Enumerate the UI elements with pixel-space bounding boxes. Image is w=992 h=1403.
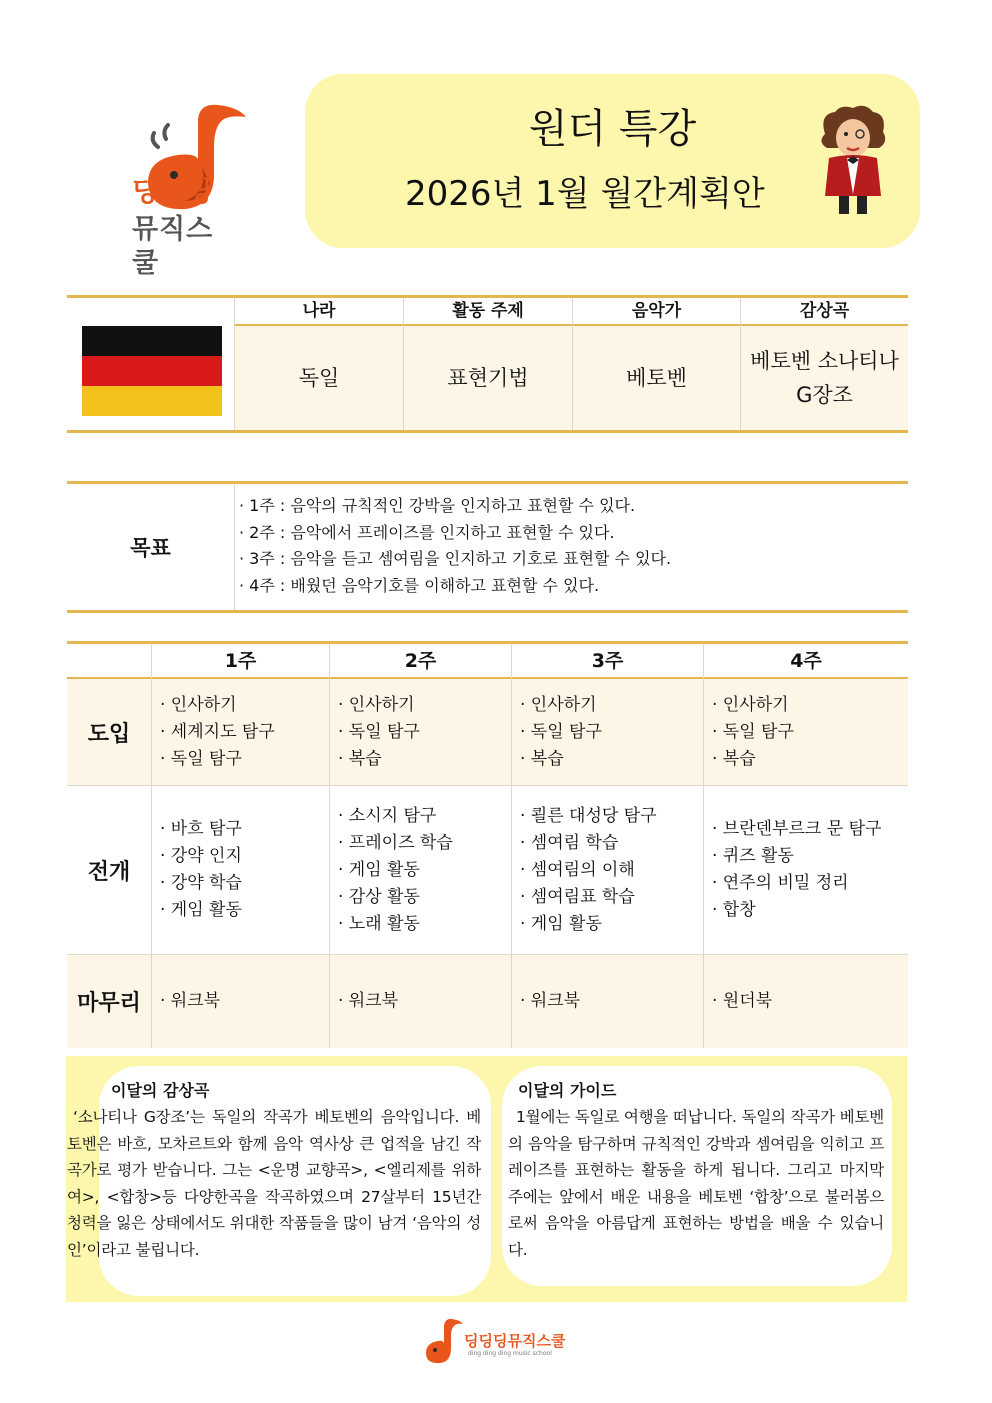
goals-divider: [234, 484, 235, 610]
info-table: [67, 295, 908, 435]
cell-finish-week1: [152, 955, 329, 1048]
goals-label: 목표: [130, 536, 171, 560]
activity-item: · 브란덴부르크 문 탐구: [712, 819, 882, 839]
value-piece-line1: 베토벤 소나티나: [750, 349, 899, 373]
activity-item: · 셈여림표 학습: [520, 886, 635, 907]
activity-item: · 독일 탐구: [338, 721, 420, 742]
activity-item: · 인사하기: [160, 694, 237, 715]
goals-section: [67, 481, 908, 613]
goal-item: · 2주 : 음악에서 프레이즈를 인지하고 표현할 수 있다.: [239, 522, 615, 542]
goal-item: · 3주 : 음악을 듣고 셈여림을 인지하고 기호로 표현할 수 있다.: [239, 549, 672, 568]
monthly-piece-box: [67, 1066, 491, 1296]
logo-line2: 뮤직스쿨: [132, 214, 214, 279]
header-topic: 활동 주제: [452, 301, 524, 321]
activity-item: · 퀴즈 활동: [712, 846, 794, 866]
activity-item: · 노래 활동: [338, 913, 420, 934]
activity-item: · 감상 활동: [338, 886, 420, 907]
activity-item: · 독일 탐구: [160, 748, 242, 769]
cell-finish-week2: [330, 955, 511, 1048]
footer-logo: [420, 1316, 570, 1366]
activity-item: · 게임 활동: [520, 913, 602, 934]
value-topic: [404, 326, 572, 430]
goals-bottom-line: [67, 610, 908, 613]
row-label-development: 전개: [87, 859, 131, 885]
monthly-guide-box: [502, 1066, 892, 1286]
beethoven-character-icon: [815, 104, 890, 219]
footer-logo-text: 딩딩딩뮤직스쿨: [464, 1332, 566, 1350]
week-2-header: 2주: [404, 650, 437, 672]
goals-list: [239, 493, 899, 599]
activity-item: · 독일 탐구: [520, 721, 602, 742]
activity-item: · 합창: [712, 900, 756, 920]
activity-item: · 게임 활동: [338, 859, 420, 880]
activity-item: · 바흐 탐구: [160, 819, 242, 839]
value-country: [235, 326, 403, 430]
cell-intro-week4: [704, 679, 908, 785]
activity-item: · 게임 활동: [160, 900, 242, 920]
activity-item: · 인사하기: [520, 694, 597, 715]
activity-item: · 인사하기: [338, 694, 415, 715]
cell-dev-week2: [330, 786, 511, 954]
activity-item: · 원더북: [712, 991, 773, 1011]
cell-dev-week1: [152, 786, 329, 954]
weekly-plan-table: [67, 641, 908, 1048]
footer-logo-subtext: ding ding ding music school: [468, 1350, 552, 1357]
header-piece: 감상곡: [799, 301, 850, 321]
activity-item: · 쾰른 대성당 탐구: [520, 805, 657, 826]
monthly-piece-title: 이달의 감상곡: [111, 1081, 210, 1100]
header-country: 나라: [302, 301, 336, 321]
week-4-header: 4주: [790, 650, 822, 672]
value-piece-line2: G장조: [796, 383, 853, 407]
cell-intro-week2: [330, 679, 511, 785]
activity-item: · 강약 학습: [160, 873, 242, 893]
monthly-guide-text: 1월에는 독일로 여행을 떠납니다. 독일의 작곡가 베토벤의 음악을 탐구하며 규칙적인 강박과 셈여림을 익히고 프레이즈를 표현하는 활동을 하게 됩니다. 그리고 마지막 주에는 앞에서 배운 내용을 베토벤 ‘합창’으로 불러봄으로써 음악을 아름답게 표현하는 방법을 배울 수 있습니다.: [508, 1108, 884, 1259]
activity-item: · 연주의 비밀 정리: [712, 873, 849, 893]
activity-item: · 세계지도 탐구: [160, 721, 275, 742]
logo-line1: 딩딩딩: [132, 177, 214, 208]
week-1-header: 1주: [224, 650, 257, 672]
activity-item: · 워크북: [338, 991, 399, 1011]
cell-finish-week3: [512, 955, 703, 1048]
cell-intro-week3: [512, 679, 703, 785]
row-label-finish: 마무리: [77, 991, 141, 1016]
activity-item: · 프레이즈 학습: [338, 832, 453, 853]
footer-bird-icon: [420, 1316, 464, 1366]
activity-item: · 복습: [338, 748, 382, 769]
goal-item: · 1주 : 음악의 규칙적인 강박을 인지하고 표현할 수 있다.: [239, 496, 636, 515]
goal-item: · 4주 : 배웠던 음악기호를 이해하고 표현할 수 있다.: [239, 575, 600, 595]
activity-item: · 소시지 탐구: [338, 805, 437, 826]
activity-item: · 워크북: [520, 991, 581, 1011]
value-composer: [573, 326, 740, 430]
activity-item: · 셈여림 학습: [520, 832, 619, 853]
activity-item: · 셈여림의 이해: [520, 859, 635, 880]
activity-item: · 복습: [712, 748, 756, 769]
bottom-section: [66, 1056, 907, 1302]
cell-dev-week3: [512, 786, 703, 954]
info-bottom-line: [67, 430, 908, 433]
value-piece: [741, 326, 908, 430]
cell-finish-week4: [704, 955, 908, 1048]
monthly-piece-text: ‘소나티나 G장조’는 독일의 작곡가 베토벤의 음악입니다. 베토벤은 바흐, 모차르트와 함께 음악 역사상 큰 업적을 남긴 작곡가로 평가 받습니다. 그는 <운명 교향곡>, <엘리제를 위하여>, <합창>등 다양한곡을 작곡하였으며 27살부터 15년간 청력을 잃은 상태에서도 위대한 작품들을 많이 남겨 ‘음악의 성인’이라고 불립니다.: [67, 1108, 481, 1259]
monthly-guide-title: 이달의 가이드: [518, 1081, 617, 1100]
activity-item: · 독일 탐구: [712, 721, 794, 742]
page-title: 원더 특강: [528, 106, 697, 152]
activity-item: · 워크북: [160, 991, 221, 1011]
value-topic-text: 표현기법: [447, 366, 529, 390]
value-country-text: 독일: [298, 366, 340, 390]
value-composer-text: 베토벤: [626, 366, 687, 390]
cell-intro-week1: [152, 679, 329, 785]
germany-flag-icon: [82, 326, 222, 416]
activity-item: · 강약 인지: [160, 846, 242, 866]
activity-item: · 복습: [520, 748, 564, 769]
row-label-intro: 도입: [87, 721, 131, 747]
page-subtitle: 2026년 1월 월간계획안: [405, 174, 765, 214]
week-3-header: 3주: [591, 650, 624, 672]
header-composer: 음악가: [631, 301, 682, 321]
activity-item: · 인사하기: [712, 694, 789, 715]
cell-dev-week4: [704, 786, 908, 954]
